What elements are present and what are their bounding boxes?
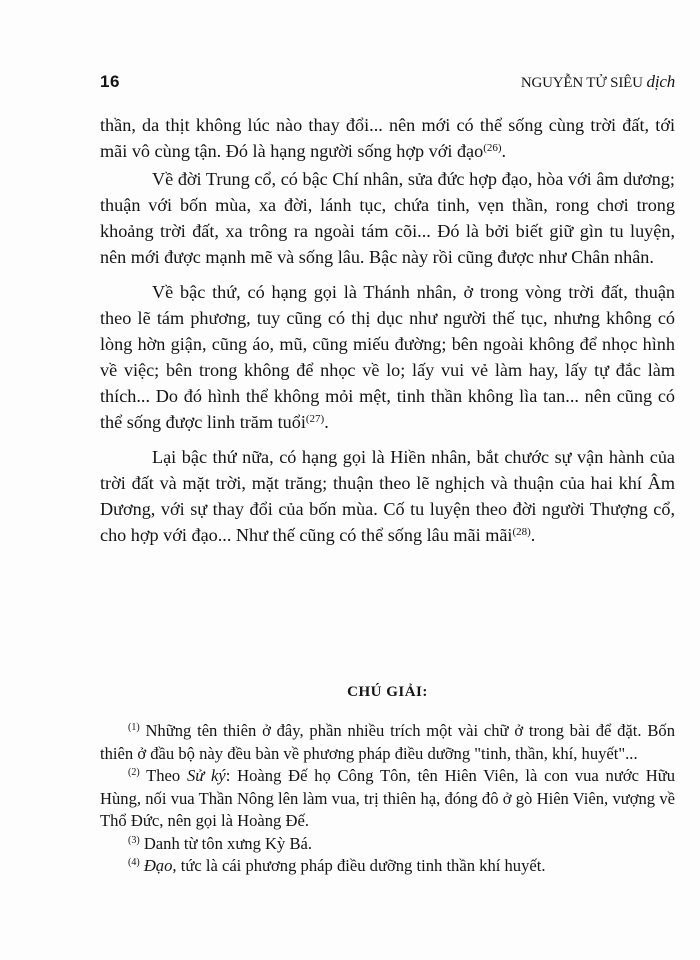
footnotes — [100, 720, 675, 878]
footnote-text: Danh từ tôn xưng Kỳ Bá. — [139, 833, 313, 853]
paragraph — [100, 444, 675, 548]
page-number: 16 — [100, 72, 120, 91]
footnote-text: : Hoàng Đế họ Công Tôn, tên Hiên Viên, là con vua nước Hữu Hùng, nối vua Thần Nông lên làm vua, trị thiên hạ, đóng đô ở gò Hiên Viên, vượng về Thổ Đức, nên gọi là Hoàng Đế. — [100, 766, 675, 830]
paragraph-text: Về bậc thứ, có hạng gọi là Thánh nhân, ở trong vòng trời đất, thuận theo lẽ tám phương, tuy cũng có thị dục như người thế tục, nhưng không có lòng hờn giận, cũng áo, mũ, cũng miếu đường; bên ngoài không để nhọc hình về việc; bên trong không để nhọc về lo; lấy vui vẻ làm hay, lấy tự đắc làm thích... Do đó hình thể không mỏi mệt, tinh thần không lìa tan... nên cũng có thể sống được linh trăm tuổi — [100, 282, 675, 432]
paragraph-text: Lại bậc thứ nữa, có hạng gọi là Hiền nhân, bắt chước sự vận hành của trời đất và mặt trời, mặt trăng; thuận theo lẽ nghịch và thuận của hai khí Âm Dương, với sự thay đổi của bốn mùa. Cố tu luyện theo đời người Thượng cổ, cho hợp với đạo... Như thế cũng có thể sống lâu mãi mãi — [100, 447, 675, 545]
paragraph — [100, 166, 675, 270]
footnote-text: Những tên thiên ở đây, phần nhiều trích một vài chữ ở trong bài để đặt. Bốn thiên ở đầu bộ này đều bàn về phương pháp điều dưỡng "tinh, thần, khí, huyết"... — [100, 721, 675, 763]
footnote — [100, 855, 675, 878]
footnote — [100, 720, 675, 765]
paragraph-tail: . — [324, 412, 329, 432]
paragraph-text: thần, da thịt không lúc nào thay đổi... nên mới có thể sống cùng trời đất, tới mãi vô cùng tận. Đó là hạng người sống hợp với đạo — [100, 115, 675, 161]
footnote-pre: Theo — [139, 766, 187, 785]
footnote-ref: (26) — [483, 142, 502, 154]
footnote-marker: (2) — [128, 767, 140, 778]
page-header — [100, 72, 675, 96]
paragraph-text: Về đời Trung cổ, có bậc Chí nhân, sửa đức hợp đạo, hòa với âm dương; thuận với bốn mùa, xa đời, lánh tục, chứa tinh, vẹn thần, rong chơi trong khoảng trời đất, xa trông ra ngoài tám cõi... Đó là bởi biết giữ gìn tu luyện, nên mới được mạnh mẽ và sống lâu. Bậc này rồi cũng được như Chân nhân. — [100, 169, 675, 267]
footnote-ref: (27) — [305, 413, 325, 425]
footnote — [100, 833, 675, 856]
paragraph-tail: . — [530, 525, 536, 545]
body-text — [100, 112, 675, 548]
running-head — [521, 72, 675, 92]
footnote-text: tức là cái phương pháp điều dưỡng tinh thần khí huyết. — [176, 856, 546, 875]
notes-heading: CHÚ GIẢI: — [347, 684, 428, 700]
footnote-italic: Sử ký — [186, 766, 226, 785]
paragraph — [100, 279, 675, 435]
translator-name: NGUYỄN TỬ SIÊU — [520, 75, 643, 91]
footnote-marker: (3) — [128, 834, 140, 846]
footnote-ref: (28) — [512, 526, 531, 538]
footnote-marker: (4) — [128, 857, 140, 868]
translator-role: dịch — [646, 72, 675, 91]
footnote-marker: (1) — [128, 722, 140, 733]
paragraph — [100, 112, 675, 164]
footnote-italic: Đạo, — [143, 856, 177, 875]
paragraph-tail: . — [501, 141, 507, 161]
footnote — [100, 765, 675, 833]
